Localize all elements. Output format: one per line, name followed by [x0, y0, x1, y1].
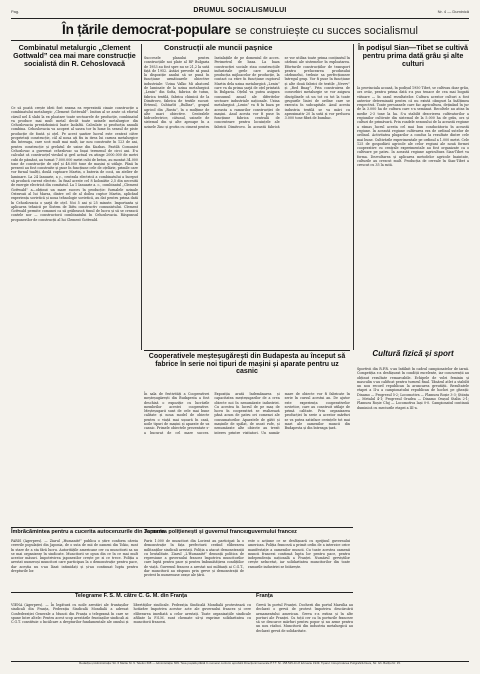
- column-divider: [141, 44, 142, 350]
- banner-suffix: se construiește cu succes socialismul: [235, 25, 418, 37]
- article-headline: Construcții ale muncii pașnice: [164, 43, 273, 52]
- article-constructii: [144, 44, 350, 344]
- article-headline: guvernului francez: [248, 529, 297, 535]
- article-headline: Cooperativele meșteșugărești din Budapesta au început să fabrice în serie noi tipuri de mașini și aparate pentru uz casnic: [148, 353, 346, 376]
- article-body: VIENA (Agerpres). — În legătură cu noile arestări ale fruntașilor sindicali din Franța, Federația Sindicală Mondială a adresat Confederației Generale a Muncii din Franța o telegramă în care se spune între altele: Pentru acest scop arestările fruntașilor sindicali ai C.G.T. constituie o încălcare a drepturilor fundamentale ale omului și libertăților sindicale. Federația Sindicală Mondială protestează cu hotărâre împotriva acestor acte ale guvernului francez și cere eliberarea imediată a celor arestați. Toate organizațiile sindicale afiliate la F.S.M. sunt chemate să-și exprime solidaritatea cu muncitorii francezi.: [11, 603, 251, 625]
- article-politie: [144, 529, 250, 590]
- article-headline: Teroarea polițienești și guvernul francez: [144, 529, 250, 535]
- article-imbracaminte: [11, 529, 165, 590]
- newspaper-title: DRUMUL SOCIALISMULUI: [193, 7, 287, 14]
- section-rule: [11, 527, 353, 528]
- article-body: este o acțiune ce se desfășoară cu sprijinul guvernului american. Poliția franceză a primit ordin de a interzice orice manifestație a oamenilor muncii. Cu toate acestea oamenii muncii francezi continuă lupta lor pentru pace, pentru independența națională a Franței. Numărul greviștilor crește neîncetat, iar solidaritatea muncitorilor din toate ramurile industriei se întărește.: [248, 539, 350, 569]
- masthead-rule: [11, 18, 469, 19]
- article-telegrame: [11, 594, 251, 660]
- article-headline: În podișul Sian—Tibet se cultivă pentru prima dată grâu și alte culturi: [357, 43, 469, 68]
- column-divider: [353, 44, 354, 350]
- article-body: Paris 1.000 de muncitori din Lorient au participat la o demonstrație în fața prefecturii cerând eliberarea militanților sindicali arestați. Poliția a atacat demonstranții cu brutalitate. Ziarul „L'Humanité” denunță politica de represiune a guvernului francez împotriva muncitorilor care luptă pentru pace și pentru îmbunătățirea condițiilor de viață. Guvernul francez a arestat noi militanți ai C.G.T., dar muncitorii au răspuns prin greve și demonstrații de protest în numeroase orașe ale țării.: [144, 539, 244, 578]
- masthead: [11, 6, 469, 18]
- article-body: Grevă în portul Franței. Docherii din portul Marsilia au declarat o grevă de protest împotriva descărcării armamentului american. Greva s-a extins și în alte porturi ale Franței. Cu toții cer ca în porturile franceze să se descarce mărfuri pentru popor și nu arme pentru un nou război. Muncitorii din industria metalurgică au declarat grevă de solidaritate.: [256, 603, 353, 633]
- article-headline: Îmbrăcămintea pentru a cucerita autocenzurile din Japonia: [11, 529, 165, 535]
- banner-rule: [11, 40, 469, 41]
- article-combinatul: [11, 44, 138, 524]
- article-tibet: [357, 44, 469, 344]
- page-label: Pag.: [11, 9, 20, 14]
- article-body: În sala de festivități a Cooperativei meșteșugărești din Budapesta a fost deschisă o expoziție cu lucrările membrilor acestei cooperative. Meșteșugarii sunt de cele mai bune calitate și noua model de obiecte pentru o viață mai ușoară în casă, noile tipuri de mașini și aparate de uz casnic. Primele obiectele prezentate s-a bucurat de cel mare succes. Expoziția arată îndemânarea și capacitatea meșteșugarilor de a crea obiecte noi în nenumărate industriei. Cu acestea în lucrul de pe maș de lucru în cooperativă se realizează până acum de patru ori comenzi ale consumatorilor. Aparatele de gătit și mașinile de spălat, de uscat rufe, și nenumărate alte obiecte au trezit interes printre vizitatori. Un număr mare de obiecte vor fi fabricate în serie în cursul acestui an. De ajutor este experiența cooperativelor sovietice, care au construit utilaje de primă calitate. Prin organizarea producției în serie a acestor mărfuri se va putea satisface cerințele tot mai mari ale oamenilor muncii din Budapesta și din întreaga țară.: [144, 392, 350, 435]
- article-headline: Telegrame F. S. M. către C. G. M. din Franța: [74, 593, 188, 599]
- article-guvern: [248, 530, 350, 590]
- article-franta: [256, 594, 353, 660]
- article-body: PARIS (Agerpres). — Ziarul „Humanité” publica o știre conform căreia cererile populației din Japonia, de o suta de mii de oameni din Tokio, sunt în stare de a sta fără lucru. Autoritățile americane cer ca muncitorii sa nu se mai organizeze în sindicate. Muncitorii se opun din ce în ce mai mult acestor măsuri. Împotrivirea japonezilor crește pe zi ce trece. Poliția a arestat numeroși muncitori care participau la o demonstrație pentru pace, dar aceștia nu s-au lăsat intimidați și și-au continuat lupta pentru drepturile lor.: [11, 539, 138, 574]
- article-cultura: [357, 350, 469, 600]
- article-body: Succesele planului pentru construcțiile noi plate al RP Bulgaria de 1953 au fost spre nu se 21,2 la sută față de 1952. Astăzi prevede să pună la dispoziție anului să se pună în funcțiune următoarele obiective industriale: Uzina Valko Mi abatorul de laminate de la uzina metalurgică „Lenin” din Sofia, fabrica de tutun, fabrica textilă, fabrica chimică de la Dimitrovo, fabrica de textile sucuri: Ertenul, Cuhtarlit „Bulbar”, grupul agricol din „Rusta”, în o mulțime de alte mari obiective. Centralele hidroelectrice, cătunul, uzinele de sistemul din și alte aproape în a uzinele Zinc și grotin cu ciment pentru Instalațiile de pe domeniul de acces. Perimetrul de baza. La baza construcției sociale stau construcțiile industriale grele care asigură producția mijloacelor de producție, la contact ca etire în funcțiune cuptorul Martin dela uzina metalurgică „Lenin” care va da prima șarjă de oțel printată în Bulgaria. Oțelul va putea asigura consumul anual ale diferitelor sectoare industriale naționale. Uzina metalurgică „Lenin” va fi în baza pe aceasta a ramurilor construcției de mașini. Anul acesta vor fi puse în funcțiune fabrica centrală de concentrare pentru locuințele ale fabricii Dimitrovo. În această fabrică se vor utiliza toate prima conținutul în cărbuni ale sistemelor în exploatarea. Eforturile construcțiilor de transport pentru prelucrarea produsului cărbunelui, trebuie sa perfecționeze întregul grup. Vor fi puse în funcțiune și alte două fabrici de textile „Nevev” și „Red Bnag”. Prin construirea de convorbiri metalurgie se vor asigura disciplinele că un tot cu tot la toate grupurile liniei de ordine care se executa în subcapitale. Anul acesta industria textilă se va mări cu aproximativ 20 la sută și vor prelucra 3.000 tone fibră de bumbac.: [144, 56, 350, 129]
- footer-imprint: Redacția și Administrația: Str. 6 Martie Nr. 9. Telefon 608 — Administrația: 609. Taxa poștală plătită în numerar conform aprobării Direcțiunii Generale P.T.T. Nr. 158.525 din 8 februarie 1949. Tiparul: Întreprinderea Poligrafică Deva, Str. Gh. Barițiu Nr. 15.: [79, 661, 401, 665]
- article-budapesta: [144, 353, 350, 523]
- issue-info: Nr. 4 — Duminică: [437, 9, 469, 14]
- article-headline: Combinatul metalurgic „Clement Gottwald” cea mai mare construcție socialistă din R. Cehoslovacă: [13, 43, 136, 68]
- article-headline: Franța: [256, 593, 273, 599]
- article-body: Ia provinciala acoasă, în podișul 1950 Tibet, se cultivau doar grâu, orz ovăz, pentru prima dată s-a pus tenace de cea mai bogată viitoare — în cazul rezultatelor. Cultura acestor culturi a fost anterior determinată pentru că nu există câmpuri la înălțimea respectivă. Toate persoanele care fac agricultura, deținând în jur de la 3.000 ha de cultura care s-a semănat. Recoltele au atins în medie 2-3 tone la ha. S-a stabilit descrierea cultivatorilor a regiunilor cultivate din sistemul de la 5.000 ha de grâu, orz și culturi de primăvară. Prin roadele sezonului de la această regiune a rămas lucrul acesta cel mai bun conducătoriu în această regiune. În această regiune cultivarea era de ordinul sutelor de ordinul. Activitatea plugarilor a condus la rezultate dintre cele mai bune. Cultivările experimentale pe ordinul a 1.000 metri. Cele 125 de gospodării agricole ale celor regiuni ale nouă formei cooperative cu centrale experimentale au fost organizate ca o cultivare pe patru. În această regiune agricultura Sian-Tibet va forma. Dezvoltarea și aplicarea metodelor agricole înaintate, culturile au crescut mult. Producția de cereale în Sian-Tibet a crescut cu 35 la sută.: [357, 86, 469, 168]
- section-rule: [144, 350, 350, 351]
- article-body: Sportivii din R.P.R. s-au întâlnit în cadrul campionatelor de iarnă. Competiția s-a desfășurat în condiții excelente, iar concurenții au obținut rezultate remarcabile. Echipele de volei feminin și masculin s-au calificat pentru turneul final. Tânărul atlet a stabilit un nou record republican la aruncarea greutății. Rezultatele etapei a II-a a campionatului republican de hochei pe gheață: Dinamo — Progresul 5-2; Locomotiva — Flamura Roșie 3-3; Știința — Metalul 4-1; Progresul Oradea — Dinamo Orașul Stalin 2-1; Flamura Roșie Cluj — Locomotiva Iași 0-0. Campionatul continuă duminică cu meciurile etapei a III-a.: [357, 367, 469, 410]
- article-headline: Cultură fizică și sport: [372, 349, 454, 358]
- article-body: Ce să poată crește ideii fost seama ea reprezintă cinaie construcție a combinatului metalurgic „Clement Gottwald”. Imitux al se arate că efortul căruil nel 4 slabi la ex ploatare toate sectoarele de producție, combinatul va produce mai mult metal decât toate uzinele metalurgice din Cehoslovacia prerăzboinică luate laolaltă. Calculate și producția anuală combina. Cehoslovacia va acoperi al sasea tor în lume în sensul de piste producție de fontă și oțel. Pe acest șantier lucrul este centrat către proprietați construcție, căl al noua ați fiu in itrea lui carnea metalurgice din întreaga, care scot mult mai mult, iar nou construite în 123 de ani, pentru construcție și grelatul de uzine din Kuzbas. Pastilă Comunist Cehoslovac a guvernat ceheslovac sa înșai termenul de circi ani. E-a calculat că construcțel vieskol și grel actual va atinge 2000.000 de metri cubi de pământ, au turnat 7.000.000 metri cubi de beton, au montat 34.000 tone de construcție de oțel și 48.000 tone de mașini și utilaje. Până în prezent au fost construite și puse în funcțiune cele de oțelărie, primile care vor furnal tualtți, doulă cuptoare Martin, o bateria de cocă, un atelier de laminare. La 24 Ianuarie, a c., centrala electrică a combinatului a început să producă curent electric. În final aceste cel 8 kolonătie 2,5 din necesită de energie electrică din comitatul. La 1 Ianuarie a. c., combinatul „Clement Gottwald” a—obținut un mare succes în producție: furnalele uzinale Ostravaii al lui Marsa, dintre cel de al doilea cuptor Martin, aplicând experiența sovietică și noua tehnologie sovietică, au dat pentru prima dată în Cehoslovacia o șarjă de oțel. Noi 5 ani și 25 minute. Importanta și aplicarea tehnicii pe Sistem de lăttu constructiv comunistului. Clement Gottwald permite comunei ca să grăbească timul de lucru și să se crească contele nor — constructorii combinatului în Cehoslovacia. Răspunsul propunerilor de construcții al lui Clement Gottwald.: [11, 106, 138, 222]
- banner-prefix: În țările democrat-populare: [62, 22, 231, 37]
- banner-headline: [11, 21, 469, 39]
